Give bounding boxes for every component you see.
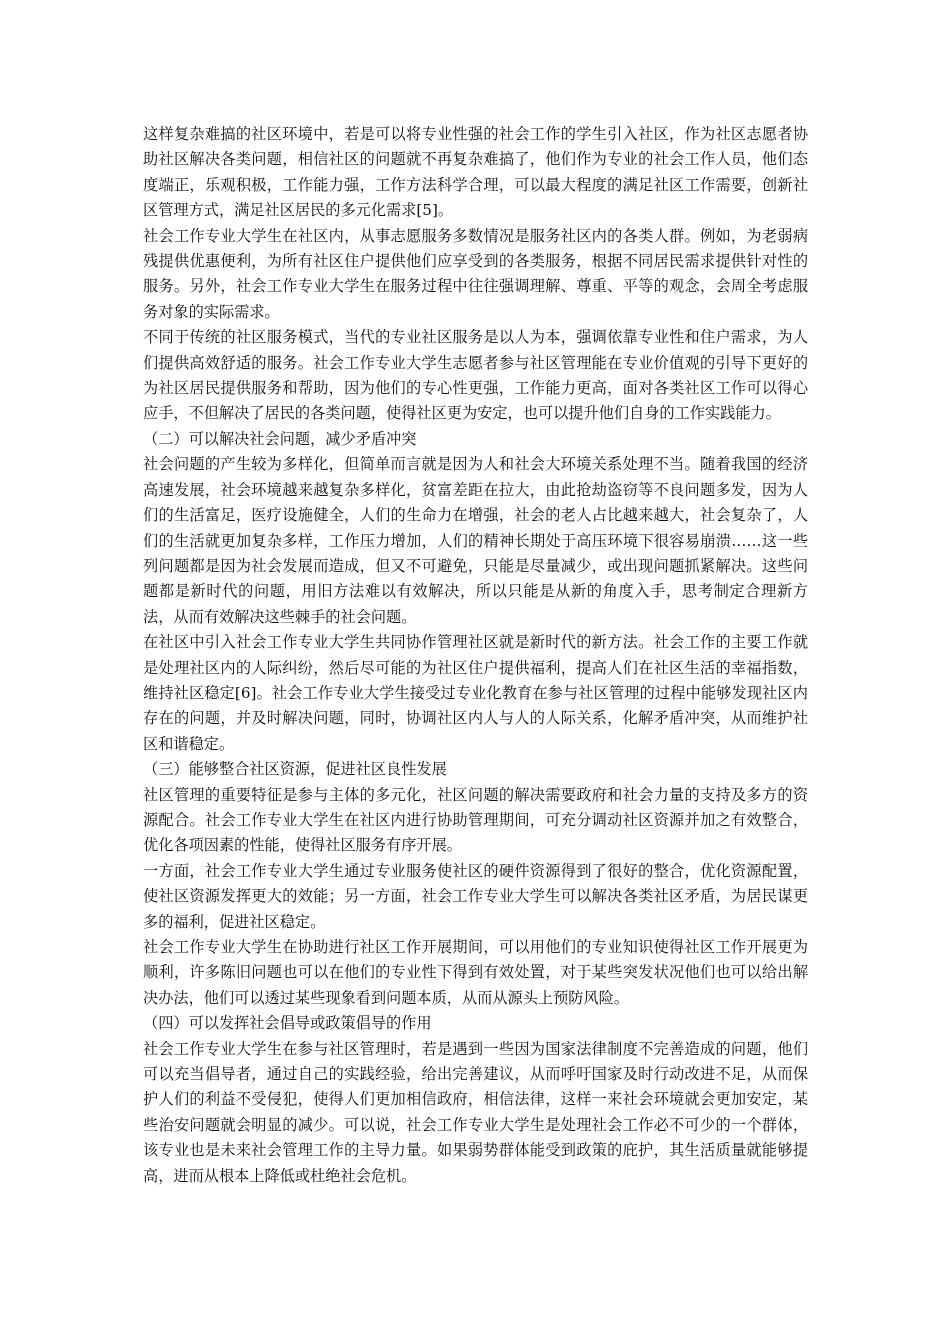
paragraph-7: 一方面，社会工作专业大学生通过专业服务使社区的硬件资源得到了很好的整合，优化资源配置，使社区资源发挥更大的效能；另一方面，社会工作专业大学生可以解决各类社区矛盾，为居民谋更多的福利，促进社区稳定。 [143,861,808,931]
paragraph-3: 不同于传统的社区服务模式，当代的专业社区服务是以人为本，强调依靠专业性和住户需求，为人们提供高效舒适的服务。社会工作专业大学生志愿者参与社区管理能在专业价值观的引导下更好的为社区居民提供服务和帮助，因为他们的专心性更强，工作能力更高，面对各类社区工作可以得心应手，不但解决了居民的各类问题，使得社区更为安定，也可以提升他们自身的工作实践能力。 [143,328,808,423]
paragraph-2: 社会工作专业大学生在社区内，从事志愿服务多数情况是服务社区内的各类人群。例如，为老弱病残提供优惠便利，为所有社区住户提供他们应享受到的各类服务，根据不同居民需求提供针对性的服务。另外，社会工作专业大学生在服务过程中往往强调理解、尊重、平等的观念，会周全考虑服务对象的实际需求。 [143,226,808,321]
paragraph-5: 在社区中引入社会工作专业大学生共同协作管理社区就是新时代的新方法。社会工作的主要工作就是处理社区内的人际纠纷，然后尽可能的为社区住户提供福利，提高人们在社区生活的幸福指数，维持社区稳定[6]。社会工作专业大学生接受过专业化教育在参与社区管理的过程中能够发现社区内存在的问题，并及时解决问题，同时，协调社区内人与人的人际关系，化解矛盾冲突，从而维护社区和谐稳定。 [143,633,808,753]
paragraph-9: 社会工作专业大学生在参与社区管理时，若是遇到一些因为国家法律制度不完善造成的问题，他们可以充当倡导者，通过自己的实践经验，给出完善建议，从而呼吁国家及时行动改进不足，从而保护人们的利益不受侵犯，使得人们更加相信政府，相信法律，这样一来社会环境就会更加安定，某些治安问题就会明显的减少。可以说，社会工作专业大学生是处理社会工作必不可少的一个群体，该专业也是未来社会管理工作的主导力量。如果弱势群体能受到政策的庇护，其生活质量就能够提高，进而从根本上降低或杜绝社会危机。 [143,1039,808,1185]
paragraph-8: 社会工作专业大学生在协助进行社区工作开展期间，可以用他们的专业知识使得社区工作开展更为顺利，许多陈旧问题也可以在他们的专业性下得到有效处置，对于某些突发状况他们也可以给出解决办法，他们可以透过某些现象看到问题本质，从而从源头上预防风险。 [143,938,808,1007]
paragraph-6: 社区管理的重要特征是参与主体的多元化，社区问题的解决需要政府和社会力量的支持及多方的资源配合。社会工作专业大学生在社区内进行协助管理期间，可充分调动社区资源并加之有效整合，优化各项因素的性能，使得社区服务有序开展。 [143,785,808,855]
section-heading-2: （二）可以解决社会问题，减少矛盾冲突 [143,429,417,448]
paragraph-1: 这样复杂难搞的社区环境中，若是可以将专业性强的社会工作的学生引入社区，作为社区志愿者协助社区解决各类问题，相信社区的问题就不再复杂难搞了，他们作为专业的社会工作人员，他们态度端正，乐观积极，工作能力强，工作方法科学合理，可以最大程度的满足社区工作需要，创新社区管理方式，满足社区居民的多元化需求[5]。 [143,125,808,220]
section-heading-3: （三）能够整合社区资源，促进社区良性发展 [143,760,447,779]
document-body [143,122,808,1189]
section-heading-4: （四）可以发挥社会倡导或政策倡导的作用 [143,1014,432,1033]
paragraph-4: 社会问题的产生较为多样化，但简单而言就是因为人和社会大环境关系处理不当。随着我国的经济高速发展，社会环境越来越复杂多样化，贫富差距在拉大，由此抢劫盗窃等不良问题多发，因为人们的生活富足，医疗设施健全，人们的生命力在增强，社会的老人占比越来越大，社会复杂了，人们的生活就更加复杂多样，工作压力增加，人们的精神长期处于高压环境下很容易崩溃……这一些列问题都是因为社会发展而造成，但又不可避免，只能是尽量减少，或出现问题抓紧解决。这些问题都是新时代的问题，用旧方法难以有效解决，所以只能是从新的角度入手，思考制定合理新方法，从而有效解决这些棘手的社会问题。 [143,455,808,626]
